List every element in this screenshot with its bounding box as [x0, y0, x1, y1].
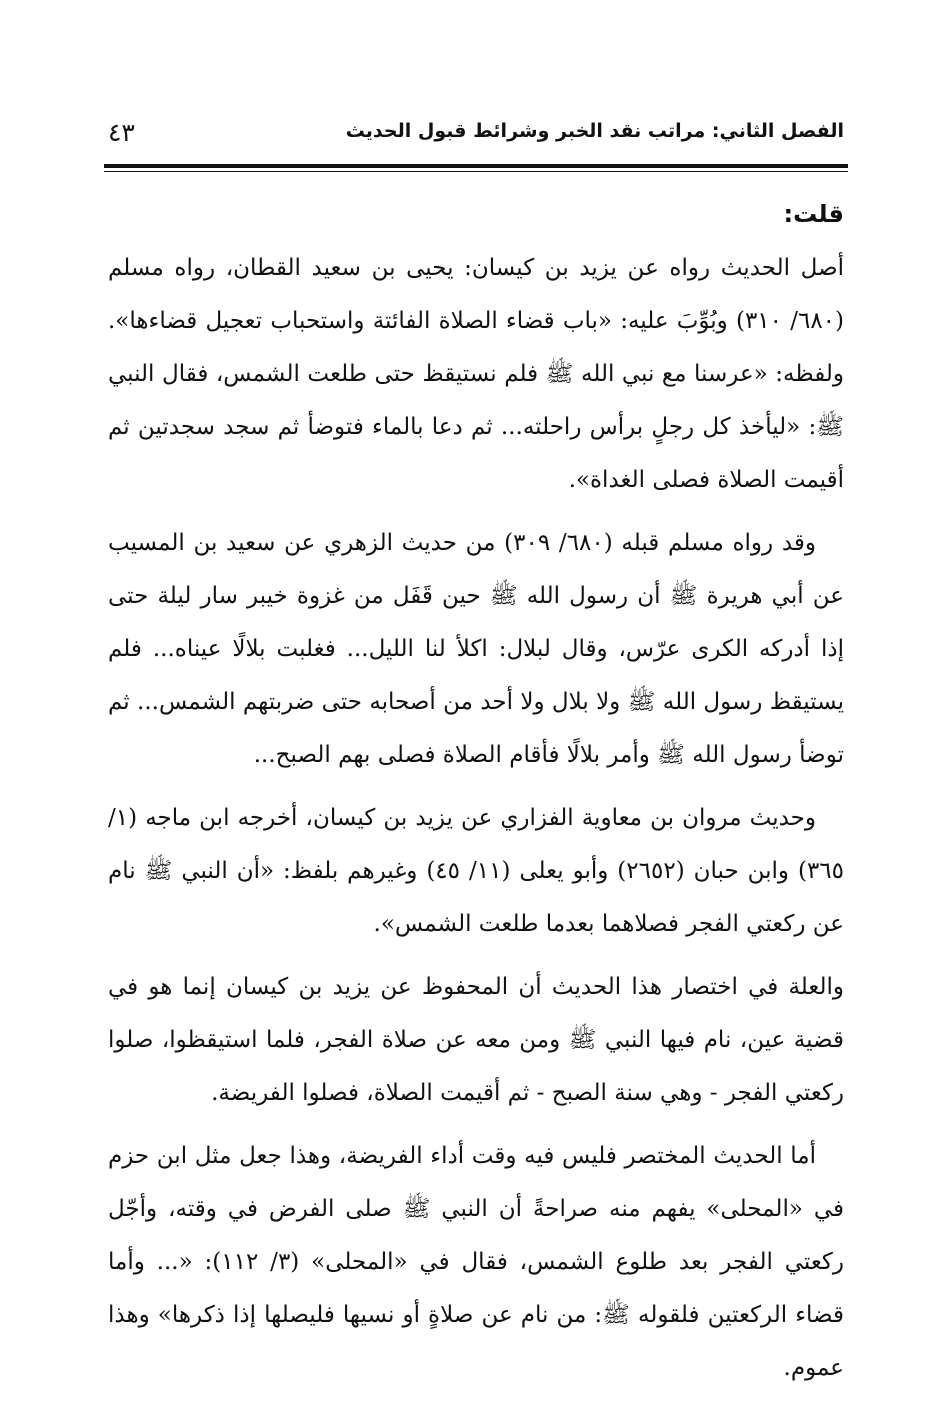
paragraph: وقد رواه مسلم قبله (٦٨٠/ ٣٠٩) من حديث الزهري عن سعيد بن المسيب عن أبي هريرة ﷺ أن رسول الله ﷺ حين قَفَل من غزوة خيبر سار ليلة حتى إذا أدركه الكرى عرّس، وقال لبلال: اكلأ لنا الليل... فغلبت بلالًا عيناه... فلم يستيقظ رسول الله ﷺ ولا بلال ولا أحد من أصحابه حتى ضربتهم الشمس... ثم توضأ رسول الله ﷺ وأمر بلالًا فأقام الصلاة فصلى بهم الصبح...: [108, 530, 844, 768]
running-title: الفصل الثاني: مراتب نقد الخبر وشرائط قبول الحديث: [345, 120, 844, 142]
header-rule: [104, 164, 848, 168]
paragraph: وحديث مروان بن معاوية الفزاري عن يزيد بن كيسان، أخرجه ابن ماجه (١/ ٣٦٥) وابن حبان (٢٦٥٢) وأبو يعلى (١١/ ٤٥) وغيرهم بلفظ: «أن النبي ﷺ نام عن ركعتي الفجر فصلاهما بعدما طلعت الشمس».: [108, 805, 845, 937]
page-number: ٤٣: [108, 118, 135, 147]
page-body: [108, 196, 844, 1405]
paragraph: والعلة في اختصار هذا الحديث أن المحفوظ عن يزيد بن كيسان إنما هو في قضية عين، نام فيها النبي ﷺ ومن معه عن صلاة الفجر، فلما استيقظوا، صلوا ركعتي الفجر - وهي سنة الصبح - ثم أقيمت الصلاة، فصلوا الفريضة.: [108, 974, 844, 1106]
header-rule-thin: [104, 171, 848, 172]
page-header: [108, 118, 844, 154]
paragraph: أصل الحديث رواه عن يزيد بن كيسان: يحيى بن سعيد القطان، رواه مسلم (٦٨٠/ ٣١٠) وبُوِّبَ عليه: «باب قضاء الصلاة الفائتة واستحباب تعجيل قضاءها». ولفظه: «عرسنا مع نبي الله ﷺ فلم نستيقظ حتى طلعت الشمس، فقال النبي ﷺ: «ليأخذ كل رجلٍ برأس راحلته... ثم دعا بالماء فتوضأ ثم سجد سجدتين ثم أقيمت الصلاة فصلى الغداة».: [108, 255, 845, 493]
paragraph: أما الحديث المختصر فليس فيه وقت أداء الفريضة، وهذا جعل مثل ابن حزم في «المحلى» يفهم منه صراحةً أن النبي ﷺ صلى الفرض في وقته، وأجّل ركعتي الفجر بعد طلوع الشمس، فقال في «المحلى» (٣/ ١١٢): «... وأما قضاء الركعتين فلقوله ﷺ: من نام عن صلاةٍ أو نسيها فليصلها إذا ذكرها» وهذا عموم.: [108, 1143, 844, 1381]
section-heading: قلت:: [783, 200, 844, 228]
